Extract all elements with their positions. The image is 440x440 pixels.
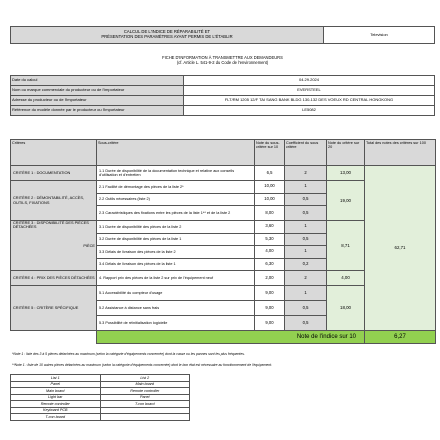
final-score: 6,27 (365, 331, 436, 344)
info-row (11, 86, 435, 96)
col-header-criterion-note: Note du critère sur 20 (327, 140, 365, 166)
list-1-item: Main board (11, 388, 101, 395)
fiche-heading (10, 55, 435, 65)
info-row (11, 96, 435, 106)
final-blank (11, 331, 97, 344)
subcriterion-coef: 2 (285, 271, 327, 286)
parts-lists-table (10, 374, 190, 421)
subcriterion-note: 9,00 (255, 316, 285, 331)
info-value: FLT/RM 1205 12/F TAI SANG BANK BLDG 130-132 DES VOEUX RD CENTRAL HONGKONG (184, 96, 435, 106)
subcriterion-note: 10,00 (255, 181, 285, 194)
subcriterion-coef: 1 (285, 221, 327, 234)
subcriterion-label: 5.2 Assistance à distance sans frais (97, 301, 255, 316)
subcriterion-coef: 0,5 (285, 301, 327, 316)
info-label: Date du calcul (11, 76, 184, 86)
subcriterion-label: 3.4 Délais de livraison des pièces de la liste 1 (97, 258, 255, 271)
criterion-5-score: 18,00 (327, 286, 365, 331)
list-1-item: Keyboard PCB (11, 407, 101, 414)
subcriterion-coef: 2 (285, 166, 327, 181)
info-row (11, 76, 435, 86)
list-item (11, 414, 190, 421)
info-value: LE5082 (184, 106, 435, 116)
col-header-coef: Coefficient du sous critère (285, 140, 327, 166)
criterion-3-aside: PIÈCE (83, 242, 95, 248)
fiche-line-1: FICHE D'INFORMATION À TRANSMETTRE AUX DEMANDEURS (162, 55, 283, 60)
info-label: Référence du modèle donnée par le producteur ou l'importateur (11, 106, 184, 116)
list-1-item: Remote controller (11, 401, 101, 408)
subcriterion-coef: 0,5 (285, 206, 327, 221)
subcriterion-label: 3.1 Durée de disponibilité des pièces de la liste 2 (97, 221, 255, 234)
table-row (11, 166, 436, 181)
subcriterion-note: 10,00 (255, 193, 285, 206)
list-1-header: List 1 (11, 375, 101, 382)
subcriterion-coef: 0,5 (285, 193, 327, 206)
info-value: EVERSTEEL (184, 86, 435, 96)
subcriterion-label: 3.3 Délais de livraison des pièces de la liste 2 (97, 246, 255, 259)
product-category: Television (324, 27, 435, 44)
subcriterion-note: 5,30 (255, 233, 285, 246)
col-header-subnote: Note du sous-critère sur 10 (255, 140, 285, 166)
subcriterion-label: 5.1 Accessibilité du compteur d'usage (97, 286, 255, 301)
list-2-item: T-con board (100, 401, 190, 408)
subcriterion-coef: 1 (285, 286, 327, 301)
list-1-item: Light bar (11, 394, 101, 401)
final-row (11, 331, 436, 344)
subcriterion-coef: 0,5 (285, 233, 327, 246)
subcriterion-coef: 0,2 (285, 258, 327, 271)
subcriterion-note: 8,00 (255, 206, 285, 221)
subcriterion-coef: 0,5 (285, 316, 327, 331)
criterion-2-score: 19,00 (327, 181, 365, 221)
list-1-item: Panel (11, 381, 101, 388)
fiche-line-2: (cf. Article L. 541-9-2 du Code de l'environnement) (176, 60, 269, 66)
criterion-5-label: CRITÈRE 5 : CRITÈRE SPÉCIFIQUE (11, 286, 97, 331)
header-table (10, 26, 435, 44)
subcriterion-note: 4,00 (255, 246, 285, 259)
subcriterion-label: 2.1 Facilité de démontage des pièces de la liste 2* (97, 181, 255, 194)
criterion-3-wrapper (13, 221, 95, 270)
subcriterion-note: 9,00 (255, 301, 285, 316)
list-2-item: Main board (100, 381, 190, 388)
scoring-table (10, 139, 436, 344)
subcriterion-note: 6,30 (255, 258, 285, 271)
list-2-item (100, 414, 190, 421)
criterion-4-score: 4,00 (327, 271, 365, 286)
criterion-3-label (11, 221, 97, 271)
subcriterion-label: 5.3 Possibilité de réinitialisation logicielle (97, 316, 255, 331)
col-header-subcriteria: Sous-critère (97, 140, 255, 166)
subcriterion-coef: 1 (285, 181, 327, 194)
info-label: Nom ou marque commerciale du producteur ou de l'importateur (11, 86, 184, 96)
info-row (11, 106, 435, 116)
title-line-1: CALCUL DE L'INDICE DE RÉPARABILITÉ ET (123, 29, 211, 35)
subcriterion-label: 3.2 Durée de disponibilité des pièces de la liste 1 (97, 233, 255, 246)
criterion-2-label: CRITÈRE 2 : DÉMONTABILITÉ, ACCÈS, OUTILS, FIXATIONS (11, 181, 97, 221)
title-line-2: PRÉSENTATION DES PARAMÈTRES AYANT PERMIS DE L'ÉTABLIR (101, 34, 233, 39)
subcriterion-note: 3,60 (255, 221, 285, 234)
info-value: 04.29.2024 (184, 76, 435, 86)
subcriterion-label: 2.2 Outils nécessaires (liste 2) (97, 193, 255, 206)
list-2-header: List 2 (100, 375, 190, 382)
list-2-item: Remote controller (100, 388, 190, 395)
criterion-3-text: CRITÈRE 3 : DISPONIBILITÉ DES PIÈCES DÉTACHÉES (13, 220, 89, 230)
final-label: Note de l'indice sur 10 (97, 331, 365, 344)
list-1-item: T-con board (11, 414, 101, 421)
criterion-3-score: 8,71 (327, 221, 365, 271)
criterion-4-label: CRITÈRE 4 : PRIX DES PIÈCES DÉTACHÉES (11, 271, 97, 286)
col-header-criteria: Critères (11, 140, 97, 166)
footnote-1: *Note 1 : liste des 3 à 5 pièces détachées au maximum (selon la catégorie d'équipements concernée) dont la casse ou les pannes sont les plus fréquentes. (12, 352, 245, 356)
subcriterion-note: 2,00 (255, 271, 285, 286)
subcriterion-note: 9,00 (255, 286, 285, 301)
info-label: Adresse du producteur ou de l'importateur (11, 96, 184, 106)
subcriterion-note: 6,5 (255, 166, 285, 181)
footnote-2: **Note 1 : liste de 10 autres pièces détachées au maximum (selon la catégorie d'équipements concernée) dont le bon état est nécessaire au fonctionnement de l'équipement. (12, 363, 273, 367)
subcriterion-label: 1.1 Durée de disponibilité de la documentation technique et relative aux conseils d'utilisation et d'entretien (97, 166, 255, 181)
criterion-1-label: CRITÈRE 1 : DOCUMENTATION (11, 166, 97, 181)
list-2-item: Panel (100, 394, 190, 401)
document-title (11, 27, 324, 44)
subcriterion-label: 4. Rapport prix des pièces de la liste 2 sur prix de l'équipement neuf (97, 271, 255, 286)
col-header-total: Total des notes des critères sur 100 (365, 140, 436, 166)
info-table (10, 75, 435, 116)
column-headers (11, 140, 436, 166)
total-score: 62,71 (365, 166, 436, 331)
subcriterion-coef: 1 (285, 246, 327, 259)
subcriterion-label: 2.3 Caractéristiques des fixations entre les pièces de la liste 1** et de la liste 2 (97, 206, 255, 221)
criterion-1-score: 13,00 (327, 166, 365, 181)
